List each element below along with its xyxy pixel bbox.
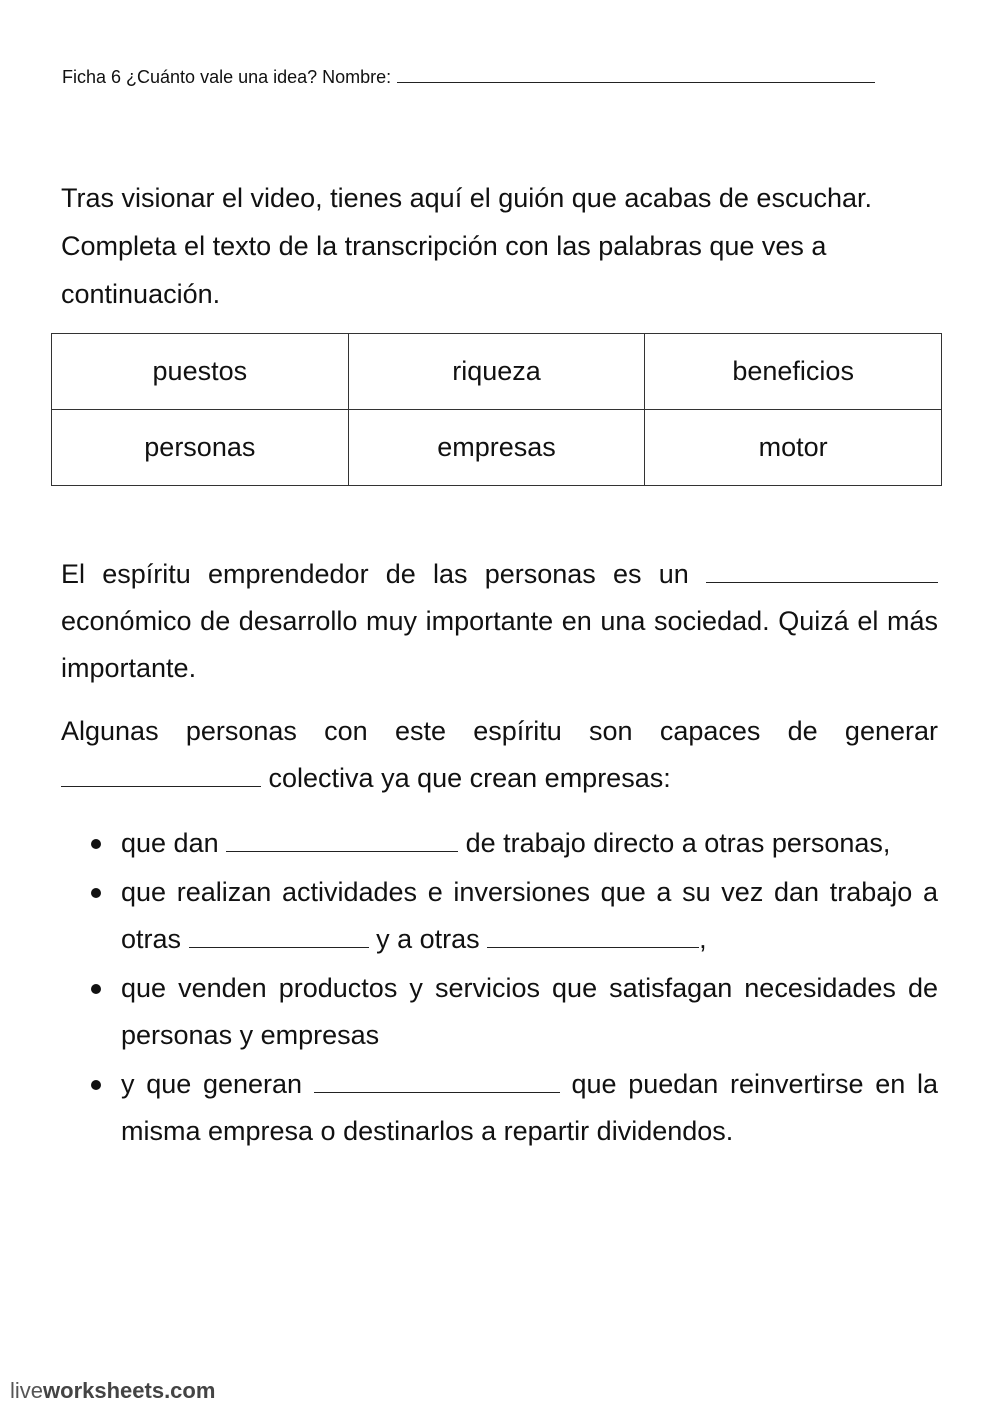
paragraph-1: [61, 551, 938, 692]
footer-logo-prefix: live: [10, 1378, 44, 1403]
bullet-3-text: que venden productos y servicios que satisfagan necesidades de personas y empresas: [121, 973, 938, 1050]
word-bank-cell[interactable]: motor: [645, 410, 942, 486]
bullet-icon: [91, 984, 101, 994]
bullet-2-after: ,: [699, 924, 707, 954]
bullet-2-middle: y a otras: [376, 924, 480, 954]
bullet-1-after: de trabajo directo a otras personas,: [465, 828, 891, 858]
paragraph-2-after: colectiva ya que crean empresas:: [268, 763, 671, 793]
word-bank-cell[interactable]: empresas: [348, 410, 645, 486]
bullet-4-before: y que generan: [121, 1069, 303, 1099]
worksheet-header: [62, 64, 942, 88]
bullet-icon: [91, 888, 101, 898]
bullet-list: [61, 820, 938, 1157]
list-item: [61, 965, 938, 1059]
paragraph-2-before: Algunas personas con este espíritu son capaces de generar: [61, 716, 938, 746]
word-bank-row: [52, 410, 942, 486]
word-bank-table: [51, 333, 942, 486]
blank-1[interactable]: [706, 560, 938, 583]
word-bank-cell[interactable]: riqueza: [348, 334, 645, 410]
name-input-line[interactable]: [397, 64, 875, 83]
paragraph-2: [61, 708, 938, 802]
word-bank-cell[interactable]: beneficios: [645, 334, 942, 410]
footer-logo-brand: worksheets.com: [43, 1378, 216, 1403]
bullet-2-before: que realizan actividades e inversiones que a su vez dan trabajo a otras: [121, 877, 938, 954]
paragraph-1-after: económico de desarrollo muy importante en una sociedad. Quizá el más importante.: [61, 606, 938, 683]
bullet-icon: [91, 1080, 101, 1090]
paragraph-1-before: El espíritu emprendedor de las personas es un: [61, 559, 689, 589]
bullet-icon: [91, 839, 101, 849]
blank-2[interactable]: [61, 764, 261, 787]
blank-6[interactable]: [314, 1070, 560, 1093]
word-bank-row: [52, 334, 942, 410]
list-item: [61, 1061, 938, 1155]
bullet-4-after: que puedan reinvertirse en la misma empresa o destinarlos a repartir dividendos.: [121, 1069, 938, 1146]
bullet-1-before: que dan: [121, 828, 219, 858]
footer-logo[interactable]: [10, 1378, 215, 1404]
blank-5[interactable]: [487, 925, 699, 948]
blank-4[interactable]: [189, 925, 369, 948]
list-item: [61, 820, 938, 867]
word-bank-cell[interactable]: personas: [52, 410, 349, 486]
word-bank-cell[interactable]: puestos: [52, 334, 349, 410]
instructions: Tras visionar el video, tienes aquí el guión que acabas de escuchar. Completa el texto de la transcripción con las palabras que ves a continuación.: [61, 183, 873, 309]
worksheet-title: Ficha 6 ¿Cuánto vale una idea? Nombre:: [62, 67, 392, 87]
list-item: [61, 869, 938, 963]
blank-3[interactable]: [226, 829, 458, 852]
